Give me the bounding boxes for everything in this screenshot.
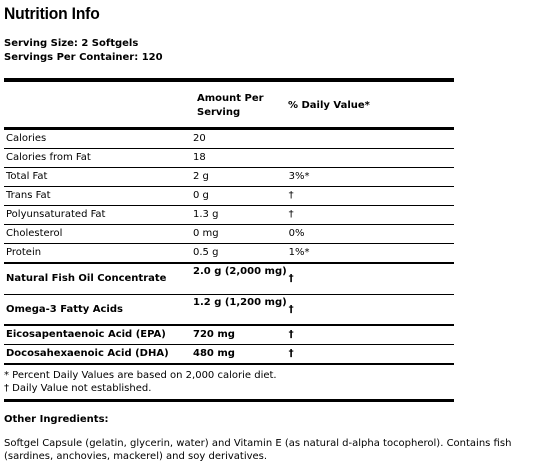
- row-name: Docosahexaenoic Acid (DHA): [6, 348, 169, 360]
- amount-per-serving-header: [197, 92, 264, 120]
- row-name: Protein: [6, 247, 42, 259]
- other-ingredients-text: Softgel Capsule (gelatin, glycerin, water) and Vitamin E (as natural d-alpha tocopherol). Contains fish (sardines, anchovies, mackerel) and soy derivatives.: [4, 438, 512, 462]
- row-name: Total Fat: [6, 171, 48, 182]
- row-amount: 1.3 g: [193, 209, 219, 220]
- row-name: Trans Fat: [6, 190, 51, 201]
- row-name: Natural Fish Oil Concentrate: [6, 273, 167, 285]
- row-dv: †: [288, 190, 294, 201]
- row-name: Eicosapentaenoic Acid (EPA): [6, 329, 166, 341]
- row-amount: 18: [193, 152, 206, 163]
- row-dv: [287, 130, 454, 148]
- row-amount: 2 g: [193, 171, 209, 182]
- row-dv: †: [288, 273, 294, 285]
- nutrition-table: [4, 130, 454, 365]
- serving-size: Serving Size: 2 Softgels: [4, 38, 139, 49]
- page-title: Nutrition Info: [4, 4, 100, 23]
- row-name: Omega-3 Fatty Acids: [6, 303, 123, 315]
- row-dv: †: [288, 348, 294, 360]
- row-amount: 20: [193, 133, 206, 145]
- table-row: [4, 186, 454, 205]
- amount-header-line1: Amount Per: [197, 93, 264, 104]
- row-amount: 2.0 g (2,000 mg): [193, 266, 287, 277]
- row-amount: 480 mg: [193, 348, 235, 360]
- table-row: [4, 148, 454, 167]
- row-name: Polyunsaturated Fat: [6, 209, 106, 220]
- row-dv: 3%*: [288, 171, 310, 182]
- row-name: Cholesterol: [6, 228, 63, 239]
- daily-value-header: % Daily Value*: [288, 100, 370, 111]
- table-row: [4, 205, 454, 224]
- row-amount: 0.5 g: [193, 247, 219, 259]
- row-dv: †: [288, 209, 294, 220]
- table-row: [4, 243, 454, 263]
- table-row: [4, 325, 454, 344]
- table-row: [4, 224, 454, 243]
- row-name: Calories: [6, 133, 47, 145]
- amount-header-line2: Serving: [197, 107, 241, 118]
- table-row: [4, 263, 454, 294]
- bottom-thick-rule: [4, 399, 454, 402]
- row-name: Calories from Fat: [6, 152, 91, 163]
- footnote-percent: * Percent Daily Values are based on 2,000 calorie diet.: [4, 370, 277, 381]
- row-amount: 1.2 g (1,200 mg): [193, 296, 287, 308]
- table-row: [4, 167, 454, 186]
- top-thick-rule: [4, 78, 454, 82]
- footnote-dagger: † Daily Value not established.: [4, 383, 152, 394]
- row-amount: 0 mg: [193, 228, 219, 239]
- row-amount: 720 mg: [193, 329, 235, 341]
- row-amount: 0 g: [193, 190, 209, 201]
- servings-per-container: Servings Per Container: 120: [4, 52, 163, 63]
- row-dv: †: [288, 303, 294, 315]
- table-row: [4, 294, 454, 325]
- row-dv: [287, 148, 454, 167]
- table-row: [4, 130, 454, 148]
- row-dv: 0%: [288, 228, 305, 239]
- table-row: [4, 344, 454, 364]
- row-dv: 1%*: [288, 247, 310, 259]
- other-ingredients-heading: Other Ingredients:: [4, 414, 109, 425]
- row-dv: †: [288, 329, 294, 341]
